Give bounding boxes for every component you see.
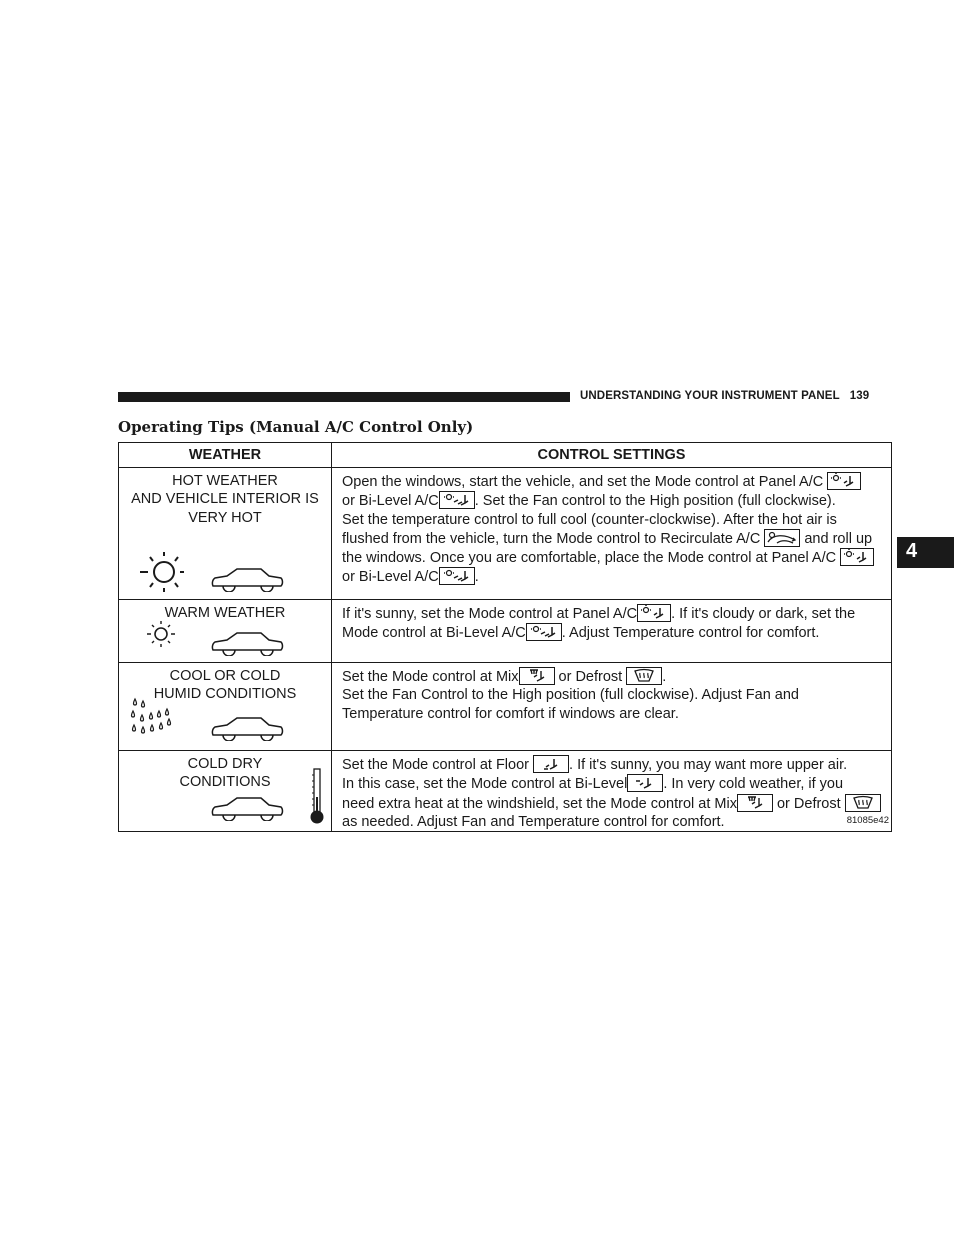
- weather-label-line: COOL OR COLD: [169, 668, 281, 684]
- settings-text: Set the Mode control at Floor: [342, 757, 529, 773]
- recirculate-ac-icon: [764, 529, 800, 547]
- raindrops-icon: [129, 697, 177, 745]
- panel-ac-icon: [827, 472, 861, 490]
- settings-text: In this case, set the Mode control at Bi-Level: [342, 776, 628, 793]
- car-icon: [209, 630, 285, 656]
- car-icon: [209, 715, 285, 741]
- settings-line: [342, 529, 883, 548]
- settings-column-header: CONTROL SETTINGS: [332, 443, 892, 468]
- header-title: UNDERSTANDING YOUR INSTRUMENT PANEL: [580, 390, 840, 402]
- settings-text: . If it's sunny, you may want more upper air.: [569, 757, 848, 773]
- weather-label-line: WARM WEATHER: [164, 605, 286, 621]
- weather-cell: [119, 468, 332, 600]
- settings-line: [342, 548, 883, 567]
- mix-icon: [519, 667, 555, 685]
- settings-text: need extra heat at the windshield, set the Mode control at Mix: [342, 795, 737, 812]
- settings-line: as needed. Adjust Fan and Temperature control for comfort.: [342, 813, 725, 830]
- table-row-hot-weather: [119, 468, 892, 600]
- settings-line: [342, 472, 883, 491]
- settings-text: or Bi-Level A/C: [342, 569, 439, 586]
- table-row-warm-weather: [119, 600, 892, 663]
- weather-label: [119, 468, 331, 527]
- header-rule: [118, 392, 570, 402]
- settings-line: [342, 491, 883, 510]
- figure-code: 81085e42: [846, 814, 889, 826]
- chapter-tab: [897, 537, 954, 568]
- panel-ac-icon: [637, 604, 671, 622]
- settings-line: [342, 623, 883, 642]
- settings-cell: [332, 663, 892, 751]
- settings-text: or Defrost: [558, 669, 623, 685]
- settings-text: .: [662, 669, 667, 685]
- weather-label-line: COLD DRY: [187, 756, 263, 772]
- defrost-icon: [845, 794, 881, 812]
- car-icon: [209, 566, 285, 592]
- settings-cell: [332, 600, 892, 663]
- settings-text: Open the windows, start the vehicle, and set the Mode control at Panel A/C: [342, 474, 824, 490]
- settings-line: [342, 774, 883, 793]
- settings-text: If it's sunny, set the Mode control at Panel A/C: [342, 606, 638, 622]
- weather-label: [119, 600, 331, 622]
- operating-tips-table: [118, 442, 892, 832]
- table-header-row: [119, 443, 892, 468]
- defrost-icon: [626, 667, 662, 685]
- sun-small-icon: [145, 620, 177, 648]
- chapter-number: 4: [906, 540, 918, 562]
- settings-text: and roll up: [804, 530, 873, 547]
- settings-cell: [332, 468, 892, 600]
- settings-line: [342, 794, 883, 813]
- sun-large-icon: [137, 550, 187, 594]
- settings-text: flushed from the vehicle, turn the Mode control to Recirculate A/C: [342, 530, 761, 547]
- table-row-cool-humid: [119, 663, 892, 751]
- weather-label-line: HUMID CONDITIONS: [153, 686, 297, 703]
- weather-cell: [119, 663, 332, 751]
- weather-cell: [119, 600, 332, 663]
- mix-icon: [737, 794, 773, 812]
- section-title: Operating Tips (Manual A/C Control Only): [118, 418, 474, 436]
- floor-icon: [533, 755, 569, 773]
- bi-level-ac-icon: [526, 623, 562, 641]
- settings-text: Mode control at Bi-Level A/C: [342, 625, 526, 642]
- settings-cell: [332, 751, 892, 832]
- weather-column-header: WEATHER: [119, 443, 332, 468]
- settings-line: [342, 604, 883, 623]
- bi-level-ac-icon: [439, 567, 475, 585]
- settings-text: the windows. Once you are comfortable, place the Mode control at Panel A/C: [342, 550, 837, 567]
- settings-text: . In very cold weather, if you: [663, 776, 844, 793]
- settings-text: . Set the Fan control to the High position (full clockwise).: [474, 493, 836, 510]
- settings-text: . Adjust Temperature control for comfort.: [561, 625, 820, 642]
- settings-line: [342, 755, 883, 774]
- running-header: [580, 390, 869, 402]
- settings-text: Set the Mode control at Mix: [342, 669, 519, 685]
- settings-text: .: [474, 569, 479, 586]
- car-icon: [209, 795, 285, 821]
- settings-line: Set the temperature control to full cool (counter-clockwise). After the hot air is: [342, 511, 837, 528]
- settings-line: [342, 667, 883, 686]
- weather-label-line: VERY HOT: [188, 509, 262, 526]
- bi-level-ac-icon: [439, 491, 475, 509]
- settings-line: [342, 567, 883, 586]
- weather-label-line: CONDITIONS: [179, 774, 271, 791]
- settings-text: or Bi-Level A/C: [342, 493, 439, 510]
- settings-line: Temperature control for comfort if windows are clear.: [342, 705, 679, 722]
- panel-ac-icon: [840, 548, 874, 566]
- settings-text: or Defrost: [776, 795, 841, 812]
- settings-text: . If it's cloudy or dark, set the: [671, 606, 856, 622]
- weather-label-line: HOT WEATHER: [172, 473, 278, 489]
- bi-level-icon: [627, 774, 663, 792]
- weather-cell: [119, 751, 332, 832]
- page-number: 139: [849, 390, 870, 402]
- weather-label-line: AND VEHICLE INTERIOR IS: [131, 491, 319, 508]
- weather-label: [119, 751, 331, 792]
- thermometer-icon: [308, 767, 326, 825]
- settings-line: Set the Fan Control to the High position (full clockwise). Adjust Fan and: [342, 687, 799, 704]
- table-row-cold-dry: [119, 751, 892, 832]
